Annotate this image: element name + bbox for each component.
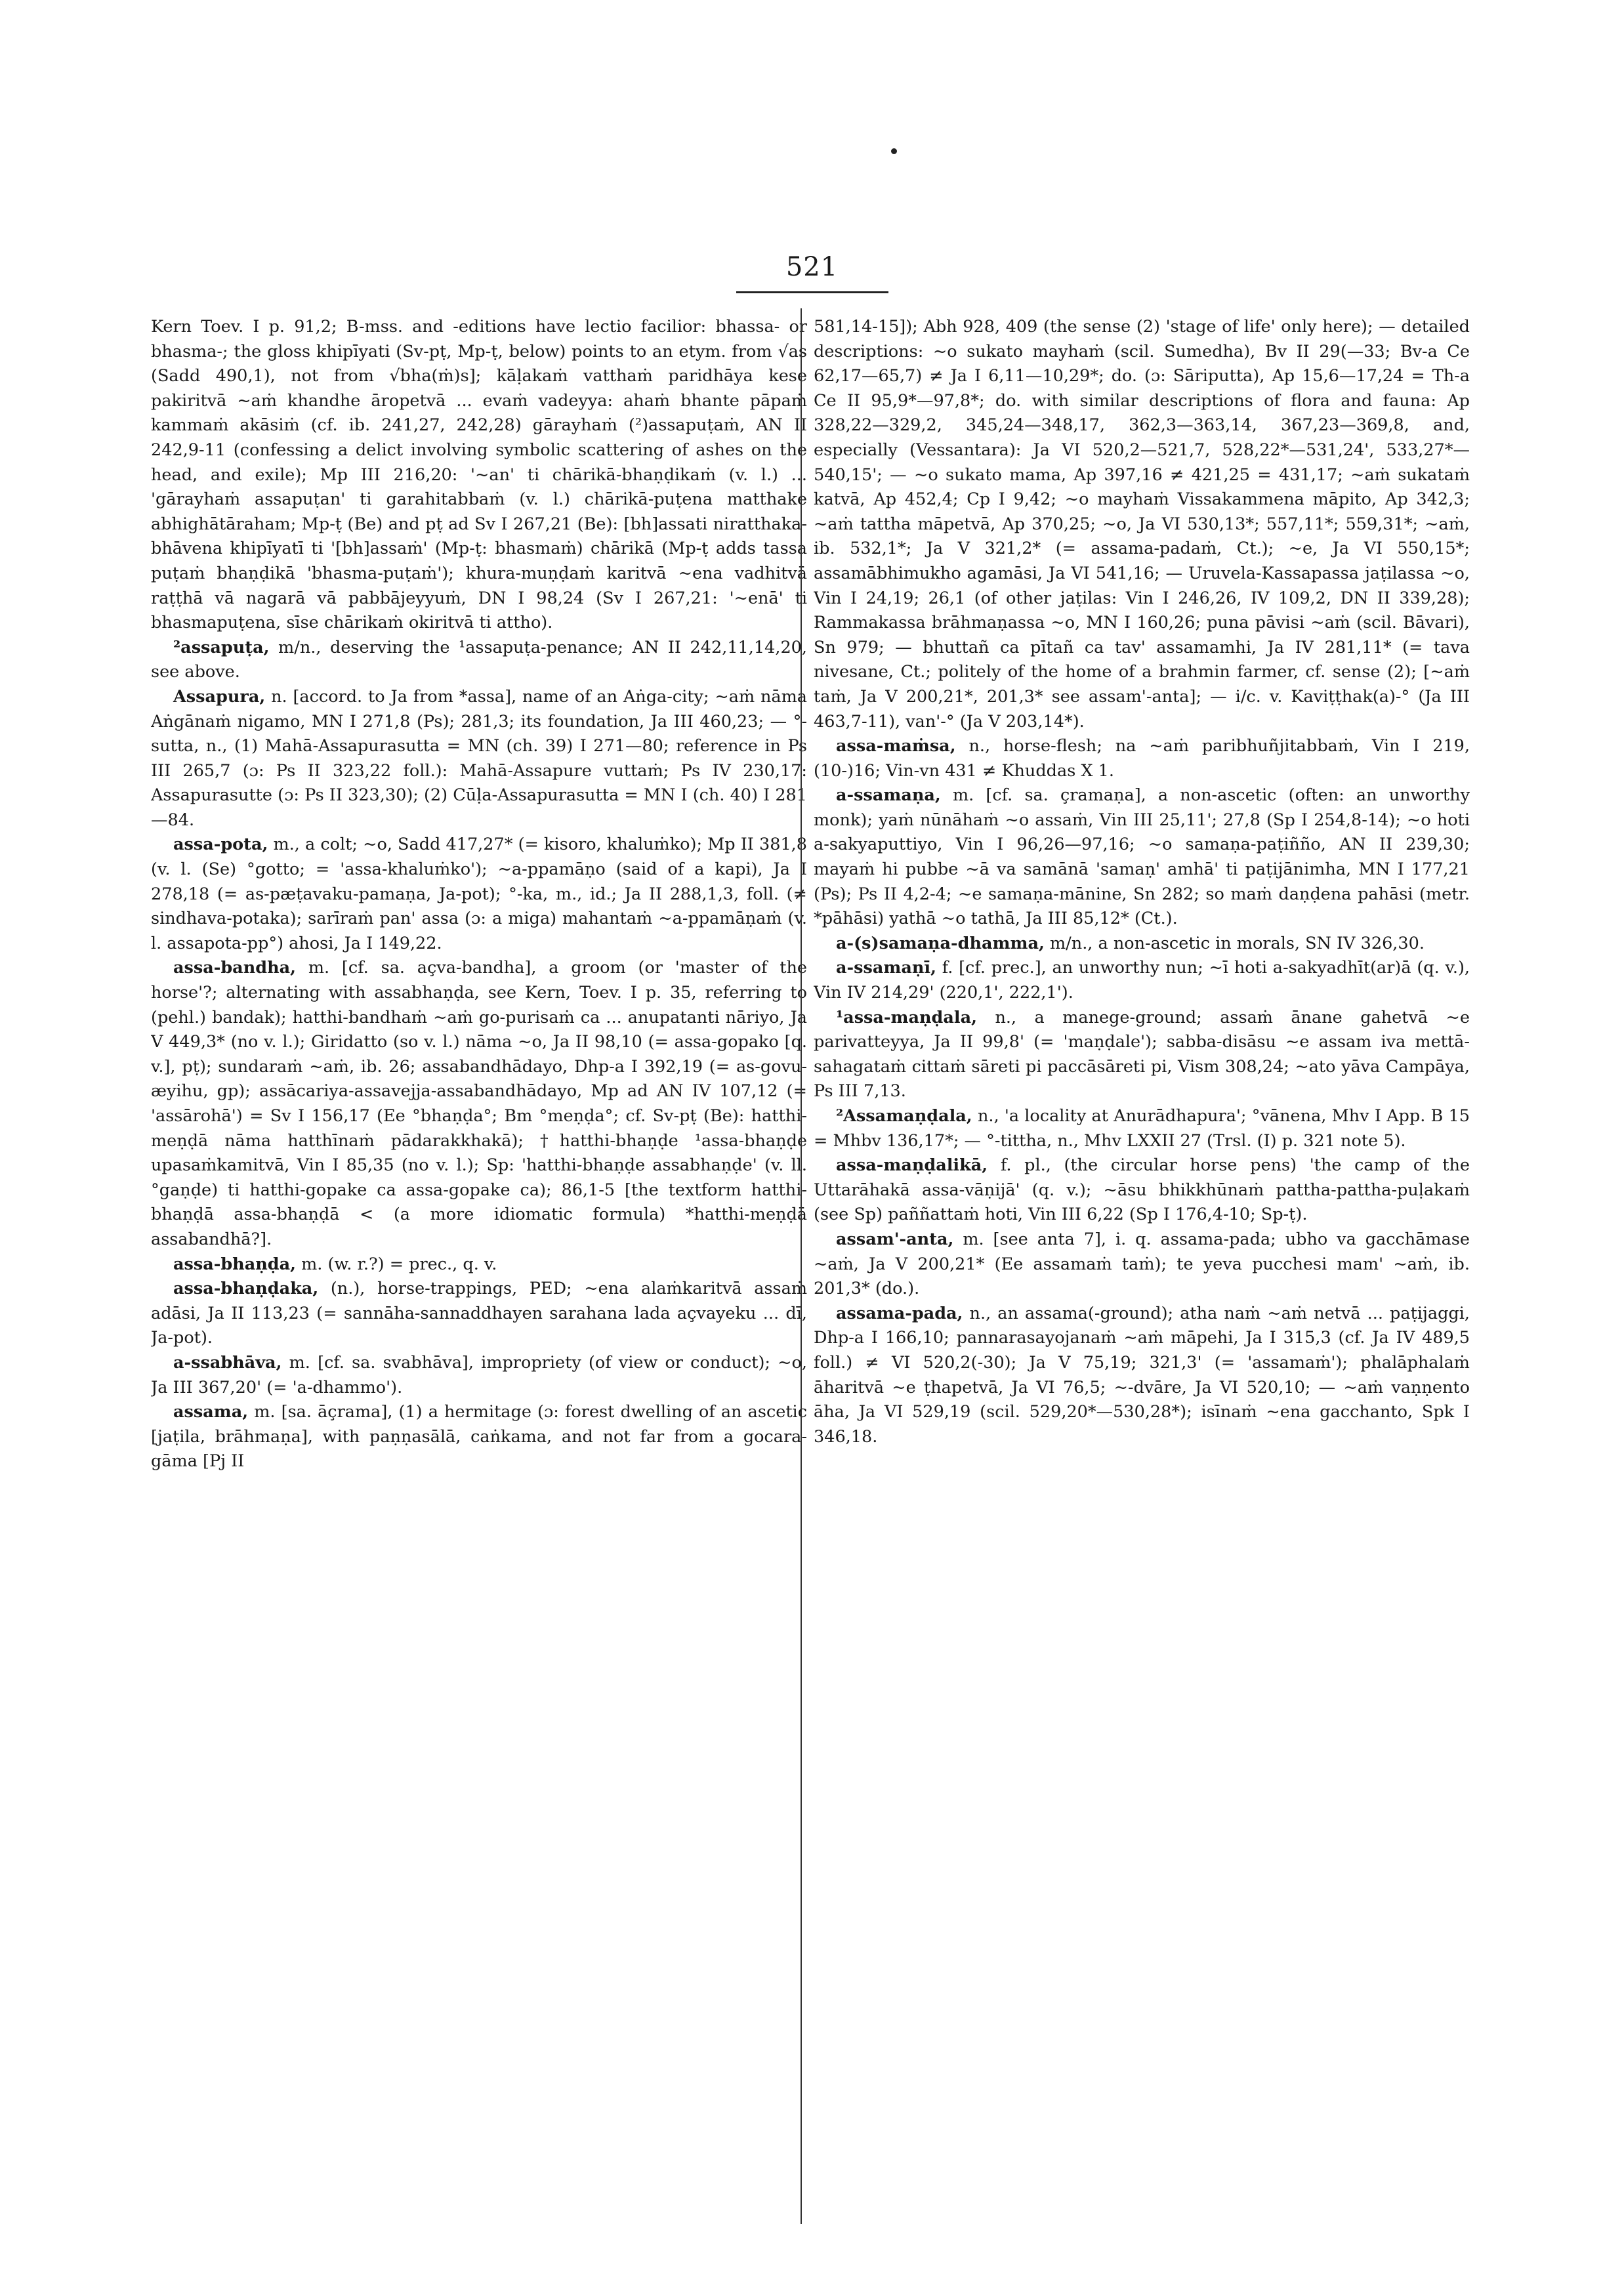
entry-text: m. [cf. sa. açva-bandha], a groom (or 'master of the horse'?; alternating with assabhaṇḍa, see Kern, Toev. I p. 35, referring to (pehl.) bandak); hatthi-bandhaṁ ~aṁ go-purisaṁ ca ... anupatanti nāriyo, Ja V 449,3* (no v. l.); Giridatto (so v. l.) nāma ~o, Ja II 98,10 (= assa-gopako [q. v.], pṭ); sundaraṁ ~aṁ, ib. 26; assabandhādayo, Dhp-a I 392,19 (= as-govu-æyihu, gp); assācariya-assavejja-assabandhādayo, Mp ad AN IV 107,12 (= 'assārohā') = Sv I 156,17 (Ee °bhaṇḍa°; Bm °meṇḍa°; cf. Sv-pṭ (Be): hatthi-meṇḍā nāma hatthīnaṁ pādarakkhakā); †hatthi-bhaṇḍe ¹assa-bhaṇḍe upasaṁkamitvā, Vin I 85,35 (no v. l.); Sp: 'hatthi-bhaṇḍe assabhaṇḍe' (v. ll. °gaṇḍe) ti hatthi-gopake ca assa-gopake ca); 86,1-5 [the textform hatthi-bhaṇḍā assa-bhaṇḍā < (a more idiomatic formula) *hatthi-meṇḍā assabandhā?].: [151, 958, 807, 1249]
entry-text: n. [accord. to Ja from *assa], name of an Aṅga-city; ~aṁ nāma Aṅgānaṁ nigamo, MN I 271,8 (Ps); 281,3; its foundation, Ja III 460,23; — °-sutta, n., (1) Mahā-Assapurasutta = MN (ch. 39) I 271—80; reference in Ps III 265,7 (ɔ: Ps II 323,22 foll.): Mahā-Assapure vuttaṁ; Ps IV 230,17: Assapurasutte (ɔ: Ps II 323,30); (2) Cūḷa-Assapurasutta = MN I (ch. 40) I 281—84.: [151, 686, 807, 830]
entry-text: m. [cf. sa. svabhāva], impropriety (of view or conduct); ~o, Ja III 367,20' (= 'a-dhammo').: [151, 1352, 807, 1397]
dictionary-entry: [814, 1302, 1470, 1450]
page-number-rule: [736, 291, 888, 293]
entry-text: m/n., deserving the ¹assapuṭa-penance; AN II 242,11,14,20, see above.: [151, 637, 807, 682]
page-dot-mark: [891, 148, 897, 154]
entry-headword: assama,: [173, 1402, 249, 1422]
page-number: 521: [785, 252, 839, 282]
dictionary-entry: [151, 685, 807, 833]
entry-headword: a-(s)samaṇa-dhamma,: [836, 933, 1045, 953]
entry-text: m. [cf. sa. çramaṇa], a non-ascetic (often: an unworthy monk); yaṁ nūnāhaṁ ~o assaṁ, Vin III 25,11'; 27,8 (Sp I 254,8-14); ~o hoti a-sakyaputtiyo, Vin I 96,26—97,16; ~o samaṇa-paṭiñño, AN II 239,30; mayaṁ hi pubbe ~ā va samānā 'samaṇ' amhā' ti paṭijānimha, MN I 177,21 (Ps); Ps II 4,2-4; ~e samaṇa-mānine, Sn 282; so maṁ daṇḍena pahāsi (metr. *pāhāsi) yathā ~o tathā, Ja III 85,12* (Ct.).: [814, 785, 1470, 929]
entry-headword: assa-bandha,: [173, 958, 297, 978]
dictionary-entry: [814, 1104, 1470, 1153]
entry-text: m/n., a non-ascetic in morals, SN IV 326,30.: [1050, 933, 1425, 953]
entry-text: f. pl., (the circular horse pens) 'the camp of the Uttarāhakā assa-vāṇijā' (q. v.); ~āsu bhikkhūnaṁ pattha-pattha-puḷakaṁ (see Sp) paññattaṁ hoti, Vin III 6,22 (Sp I 176,4-10; Sp-ṭ).: [814, 1155, 1470, 1225]
dictionary-entry: [151, 833, 807, 956]
entry-headword: assama-pada,: [836, 1303, 963, 1323]
entry-text: m. (w. r.?) = prec., q. v.: [301, 1254, 497, 1274]
entry-headword: a-ssamaṇī,: [836, 958, 936, 978]
dictionary-entry: [151, 1400, 807, 1474]
entry-text: f. [cf. prec.], an unworthy nun; ~ī hoti a-sakyadhīt(ar)ā (q. v.), Vin IV 214,29' (220,1', 222,1').: [814, 958, 1470, 1003]
right-column: [814, 315, 1470, 2211]
dictionary-entry: [814, 932, 1470, 957]
entry-headword: assa-bhaṇḍa,: [173, 1254, 297, 1274]
entry-text: (n.), horse-trappings, PED; ~ena alaṁkaritvā assaṁ adāsi, Ja II 113,23 (= sannāha-sannaddhayen sarahana lada açvayeku ... dī, Ja-pot).: [151, 1279, 807, 1348]
left-column: [151, 315, 807, 2211]
entry-headword: assa-maṇḍalikā,: [836, 1155, 988, 1176]
dictionary-entry: [814, 1006, 1470, 1104]
entry-headword: a-ssabhāva,: [173, 1352, 282, 1373]
entry-text: 581,14-15]); Abh 928, 409 (the sense (2) 'stage of life' only here); — detailed descriptions: ~o sukato mayhaṁ (scil. Sumedha), Bv II 29(—33; Bv-a Ce 62,17—65,7) ≠ Ja I 6,11—10,29*; do. (ɔ: Sāriputta), Ap 15,6—17,24 = Th-a Ce II 95,9*—97,8*; do. with similar descriptions of flora and fauna: Ap 328,22—329,2, 345,24—348,17, 362,3—363,14, 367,23—369,8, and, especially (Vessantara): Ja VI 520,2—521,7, 528,22*—531,24', 533,27*—540,15'; — ~o sukato mama, Ap 397,16 ≠ 421,25 = 431,17; ~aṁ sukataṁ katvā, Ap 452,4; Cp I 9,42; ~o mayhaṁ Vissakammena māpito, Ap 342,3; ~aṁ tattha māpetvā, Ap 370,25; ~o, Ja VI 530,13*; 557,11*; 559,31*; ~aṁ, ib. 532,1*; Ja V 321,2* (= assama-padaṁ, Ct.); ~e, Ja VI 550,15*; assamābhimukho agamāsi, Ja VI 541,16; — Uruvela-Kassapassa jaṭilassa ~o, Vin I 24,19; 26,1 (of other jaṭilas: Vin I 246,26, IV 109,2, DN II 339,28); Rammakassa brāhmaṇassa ~o, MN I 160,26; puna pāvisi ~aṁ (scil. Bāvari), Sn 979; — bhuttañ ca pītañ ca tav' assamamhi, Ja IV 281,11* (= tava nivesane, Ct.; politely of the home of a brahmin farmer, cf. sense (2); [~aṁ taṁ, Ja V 200,21*, 201,3* see assam'-anta]; — i/c. v. Kaviṭṭhak(a)-° (Ja III 463,7-11), van'-° (Ja V 203,14*).: [814, 317, 1470, 732]
entry-text: m. [see anta 7], i. q. assama-pada; ubho va gacchāmase ~aṁ, Ja V 200,21* (Ee assamaṁ taṁ); te yeva pucchesi mam' ~aṁ, ib. 201,3* (do.).: [814, 1229, 1470, 1299]
entry-headword: assa-bhaṇḍaka,: [173, 1279, 319, 1299]
dictionary-entry: [151, 956, 807, 1252]
dictionary-entry: [151, 1252, 807, 1277]
dictionary-entry: [151, 1351, 807, 1400]
column-divider: [801, 308, 802, 2224]
dictionary-entry: [814, 956, 1470, 1005]
dictionary-entry: [151, 636, 807, 685]
entry-headword: a-ssamaṇa,: [836, 785, 941, 806]
dictionary-entry: [814, 783, 1470, 932]
dictionary-entry: [151, 315, 807, 636]
entry-headword: assam'-anta,: [836, 1229, 954, 1249]
entry-text: n., 'a locality at Anurādhapura'; °vānena, Mhv I App. B 15 = Mhbv 136,17*; — °-tittha, n., Mhv LXXII 27 (Trsl. (I) p. 321 note 5).: [814, 1106, 1470, 1151]
entry-headword: ¹assa-maṇḍala,: [836, 1007, 977, 1027]
entry-text: m. [sa. āçrama], (1) a hermitage (ɔ: forest dwelling of an ascetic [jaṭila, brāhmaṇa], with paṇṇasālā, caṅkama, and not far from a gocara-gāma [Pj II: [151, 1402, 807, 1472]
entry-text: n., horse-flesh; na ~aṁ paribhuñjitabbaṁ, Vin I 219,(10-)16; Vin-vn 431 ≠ Khuddas X 1.: [814, 736, 1470, 781]
entry-headword: Assapura,: [173, 686, 266, 707]
entry-headword: ²assapuṭa,: [173, 637, 270, 657]
dictionary-entry: [814, 734, 1470, 783]
dictionary-entry: [814, 315, 1470, 734]
entry-text: n., a manege-ground; assaṁ ānane gahetvā ~e parivatteyya, Ja II 99,8' (= 'maṇḍale'); sabba-disāsu ~e assam iva mettā-sahagataṁ cittaṁ sāreti pi paccāsāreti pi, Vism 308,24; ~ato yāva Campāya, Ps III 7,13.: [814, 1007, 1470, 1102]
entry-text: m., a colt; ~o, Sadd 417,27* (= kisoro, khaluṁko); Mp II 381,8 (v. l. (Se) °gotto; = 'assa-khaluṁko'); ~a-ppamāṇo (said of a kapi), Ja I 278,18 (= as-pæṭavaku-pamaṇa, Ja-pot); °-ka, m., id.; Ja II 288,1,3, foll. (≠ sindhava-potaka); sarīraṁ pan' assa (ɔ: a miga) mahantaṁ ~a-ppamāṇaṁ (v. l. assapota-pp°) ahosi, Ja I 149,22.: [151, 835, 807, 953]
entry-text: n., an assama(-ground); atha naṁ ~aṁ netvā ... paṭijaggi, Dhp-a I 166,10; pannarasayojanaṁ ~aṁ māpehi, Ja I 315,3 (cf. Ja IV 489,5 foll.) ≠ VI 520,2(-30); Ja V 75,19; 321,3' (= 'assamaṁ'); phalāphalaṁ āharitvā ~e ṭhapetvā, Ja VI 76,5; ~-dvāre, Ja VI 520,10; — ~aṁ vaṇṇento āha, Ja VI 529,19 (scil. 529,20*—530,28*); isīnaṁ ~ena gacchanto, Spk I 346,18.: [814, 1303, 1470, 1447]
entry-headword: ²Assamaṇḍala,: [836, 1106, 972, 1126]
dictionary-entry: [814, 1153, 1470, 1228]
dictionary-entry: [814, 1228, 1470, 1302]
entry-headword: assa-maṁsa,: [836, 736, 956, 756]
dictionary-entry: [151, 1277, 807, 1351]
entry-text: Kern Toev. I p. 91,2; B-mss. and -editions have lectio facilior: bhassa- or bhasma-; the gloss khipīyati (Sv-pṭ, Mp-ṭ, below) points to an etym. from √as (Sadd 490,1), not from √bha(ṁ)s]; kāḷakaṁ vatthaṁ paridhāya kese pakiritvā ~aṁ khandhe āropetvā ... evaṁ vadeyya: ahaṁ bhante pāpaṁ kammaṁ akāsiṁ (cf. ib. 241,27, 242,28) gārayhaṁ (²)assapuṭaṁ, AN II 242,9-11 (confessing a delict involving symbolic scattering of ashes on the head, and exile); Mp III 216,20: '~an' ti chārikā-bhaṇḍikaṁ (v. l.) ... 'gārayhaṁ assapuṭan' ti garahitabbaṁ (v. l.) chārikā-puṭena matthake abhighātāraham; Mp-ṭ (Be) and pṭ ad Sv I 267,21 (Be): [bh]assati niratthaka-bhāvena khipīyatī ti '[bh]assaṁ' (Mp-ṭ: bhasmaṁ) chārikā (Mp-ṭ adds tassa puṭaṁ bhaṇḍikā 'bhasma-puṭaṁ'); khura-muṇḍaṁ karitvā ~ena vadhitvā raṭṭhā vā nagarā vā pabbājeyyuṁ, DN I 98,24 (Sv I 267,21: '~enā' ti bhasmapuṭena, sīse chārikaṁ okiritvā ti attho).: [151, 317, 807, 633]
entry-headword: assa-pota,: [173, 835, 268, 855]
